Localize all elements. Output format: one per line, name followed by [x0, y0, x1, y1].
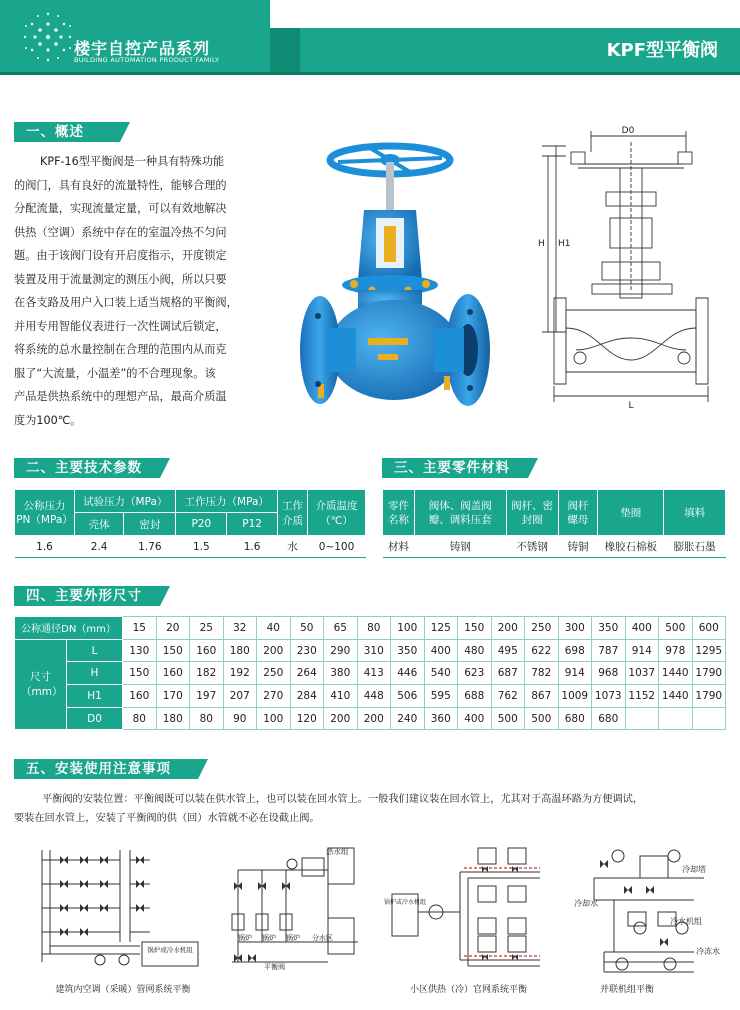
dim-cell: 1790 [692, 685, 726, 708]
cell: 1.5 [176, 536, 227, 558]
install-line: 要装在回水管上，安装了平衡阀的供（回）水管就不必在设截止阀。 [14, 813, 320, 824]
dim-cell: 1037 [625, 662, 659, 685]
cell: 铸铜 [558, 536, 598, 558]
th-stem: 阀杆、密封圈 [506, 490, 558, 536]
dim-h: H [538, 239, 545, 249]
cell: 膨胀石墨 [664, 536, 726, 558]
d4-chiller: 冷水机组 [670, 917, 702, 926]
dim-cell: 130 [123, 639, 157, 662]
dim-d0: D0 [621, 126, 635, 136]
brand-logo-icon [18, 4, 76, 70]
brand-name: 楼宇自控产品系列 [74, 39, 211, 58]
dim-cell: 1440 [659, 662, 693, 685]
dim-cell: 197 [190, 685, 224, 708]
th-pn-line1: 公称压力 [23, 499, 66, 512]
dim-cell [625, 707, 659, 730]
th-nut: 阀杆螺母 [558, 490, 598, 536]
section-title-overview: 一、概述 [14, 122, 120, 142]
th-dn: 公称通径DN（mm） [15, 617, 123, 640]
th-test: 试验压力（MPa） [75, 490, 176, 513]
dim-cell: 914 [558, 662, 592, 685]
dim-cell: 80 [123, 707, 157, 730]
dim-cell: 400 [424, 639, 458, 662]
dn-cell: 300 [558, 617, 592, 640]
dim-cell: 192 [223, 662, 257, 685]
th-part: 零件名称 [383, 490, 415, 536]
dim-cell: 623 [458, 662, 492, 685]
dim-cell: 1009 [558, 685, 592, 708]
dim-cell: 350 [391, 639, 425, 662]
dim-cell: 230 [290, 639, 324, 662]
th-row-label: H [67, 662, 123, 685]
header-rule [0, 72, 740, 75]
th-pn [15, 490, 75, 536]
dim-cell: 1073 [592, 685, 626, 708]
dim-cell: 540 [424, 662, 458, 685]
cell: 水 [278, 536, 308, 558]
dim-cell: 787 [592, 639, 626, 662]
dim-cell: 446 [391, 662, 425, 685]
dim-cell: 400 [458, 707, 492, 730]
overview-line: 将系统的总水量控制在合理的范围内从而克 [14, 343, 227, 356]
section-title-dimensions: 四、主要外形尺寸 [14, 586, 160, 606]
dn-cell: 350 [592, 617, 626, 640]
overview-line: 分配流量，实现流量定量，可以有效地解决 [14, 202, 227, 215]
dim-cell: 160 [156, 662, 190, 685]
dim-cell: 595 [424, 685, 458, 708]
dn-cell: 200 [491, 617, 525, 640]
dim-cell: 622 [525, 639, 559, 662]
overview-line: 装置及用于流量测定的测压小阀，所以只要 [14, 272, 227, 286]
dim-cell: 90 [223, 707, 257, 730]
th-size: 尺寸（mm） [15, 639, 67, 730]
caption-diagram-3: 小区供热（冷）官网系统平衡 [410, 985, 528, 995]
install-notice [14, 790, 734, 828]
dim-cell: 170 [156, 685, 190, 708]
overview-line: 题。由于该阀门设有开启度指示，开度锁定 [14, 249, 227, 262]
cell: 1.6 [227, 536, 278, 558]
dim-cell: 150 [156, 639, 190, 662]
d2-top-label: 热水组 [326, 847, 349, 856]
dim-cell: 1440 [659, 685, 693, 708]
dn-cell: 250 [525, 617, 559, 640]
dimensions-table [14, 616, 726, 730]
d2-boiler-3: 锅炉 [286, 934, 300, 942]
th-seal: 密封 [124, 513, 176, 536]
dn-cell: 500 [659, 617, 693, 640]
th-medium: 工作介质 [278, 490, 308, 536]
dim-cell: 506 [391, 685, 425, 708]
dim-cell: 762 [491, 685, 525, 708]
cell: 铸钢 [414, 536, 506, 558]
dim-cell: 360 [424, 707, 458, 730]
dim-cell: 200 [357, 707, 391, 730]
cell: 1.76 [124, 536, 176, 558]
dim-cell: 687 [491, 662, 525, 685]
dn-cell: 150 [458, 617, 492, 640]
d2-boiler-1: 锅炉 [238, 934, 252, 942]
overview-line: 度为100℃。 [14, 413, 82, 427]
overview-line: 供热（空调）系统中存在的室温冷热不匀问 [14, 225, 227, 239]
dim-cell: 180 [223, 639, 257, 662]
th-work: 工作压力（MPa） [176, 490, 278, 513]
dim-cell: 1152 [625, 685, 659, 708]
dim-cell: 680 [558, 707, 592, 730]
header-divider [270, 28, 300, 72]
dim-cell: 410 [324, 685, 358, 708]
th-row-label: D0 [67, 707, 123, 730]
overview-line: KPF-16型平衡阀是一种具有特殊功能 [40, 155, 225, 168]
dim-cell: 200 [257, 639, 291, 662]
dim-cell [692, 707, 726, 730]
section-title-install: 五、安装使用注意事项 [14, 759, 198, 779]
th-p20: P20 [176, 513, 227, 536]
th-packing: 填料 [664, 490, 726, 536]
dim-cell: 688 [458, 685, 492, 708]
dn-cell: 20 [156, 617, 190, 640]
dn-cell: 40 [257, 617, 291, 640]
th-shell: 壳体 [75, 513, 124, 536]
dim-cell: 495 [491, 639, 525, 662]
dim-cell [659, 707, 693, 730]
caption-diagram-4: 并联机组平衡 [600, 985, 655, 995]
th-row-label: L [67, 639, 123, 662]
overview-line: 产品是供热系统中的理想产品，最高介质温 [14, 390, 227, 403]
cell: 橡胶石棉板 [598, 536, 664, 558]
dim-cell: 380 [324, 662, 358, 685]
dn-cell: 600 [692, 617, 726, 640]
dim-cell: 914 [625, 639, 659, 662]
th-temp: 介质温度（℃） [308, 490, 366, 536]
materials-table [382, 489, 726, 558]
dim-cell: 480 [458, 639, 492, 662]
dim-cell: 264 [290, 662, 324, 685]
overview-line: 服了“大流量，小温差”的不合理现象。该 [14, 366, 216, 380]
cell: 材料 [383, 536, 415, 558]
tech-params-table [14, 489, 366, 558]
cell: 2.4 [75, 536, 124, 558]
dn-cell: 32 [223, 617, 257, 640]
cell: 不锈钢 [506, 536, 558, 558]
th-p12: P12 [227, 513, 278, 536]
dim-cell: 680 [592, 707, 626, 730]
d3-box-label: 锅炉或冷水机组 [383, 899, 427, 906]
overview-text [14, 150, 276, 432]
dn-cell: 50 [290, 617, 324, 640]
dim-cell: 500 [525, 707, 559, 730]
th-row-label: H1 [67, 685, 123, 708]
section-title-tech-params: 二、主要技术参数 [14, 458, 160, 478]
dim-cell: 207 [223, 685, 257, 708]
dim-cell: 180 [156, 707, 190, 730]
dim-cell: 782 [525, 662, 559, 685]
dim-cell: 413 [357, 662, 391, 685]
diagram-parallel-units [574, 842, 734, 977]
section-title-materials: 三、主要零件材料 [382, 458, 528, 478]
overview-line: 并用专用智能仪表进行一次性调试后锁定， [14, 319, 227, 333]
dim-l: L [628, 401, 634, 411]
dn-cell: 125 [424, 617, 458, 640]
th-body: 阀体、阀盖阀瓣、调料压套 [414, 490, 506, 536]
brand-name-en: BUILDING AUTOMATION PRODUCT FAMILY [74, 56, 220, 64]
cell: 0~100 [308, 536, 366, 558]
th-gasket: 垫圈 [598, 490, 664, 536]
d2-boiler-2: 锅炉 [262, 934, 276, 942]
dim-cell: 200 [324, 707, 358, 730]
dim-cell: 1295 [692, 639, 726, 662]
dim-h1: H1 [558, 239, 571, 249]
diagram-building-network [30, 842, 210, 982]
dn-cell: 80 [357, 617, 391, 640]
dim-cell: 867 [525, 685, 559, 708]
dim-cell: 284 [290, 685, 324, 708]
dim-cell: 240 [391, 707, 425, 730]
dim-cell: 1790 [692, 662, 726, 685]
caption-diagram-1: 建筑内空调（采暖）管网系统平衡 [55, 985, 191, 995]
dn-cell: 25 [190, 617, 224, 640]
dimension-drawing [536, 122, 736, 412]
dn-cell: 100 [391, 617, 425, 640]
dim-cell: 120 [290, 707, 324, 730]
diagram-district-network [383, 842, 560, 982]
d1-box-label: 锅炉或冷水机组 [147, 946, 193, 954]
cell: 1.6 [15, 536, 75, 558]
dim-cell: 310 [357, 639, 391, 662]
dim-cell: 448 [357, 685, 391, 708]
d2-zone: 分水区 [312, 934, 333, 942]
diagram-heating-zones [228, 842, 378, 977]
dim-cell: 290 [324, 639, 358, 662]
dn-cell: 15 [123, 617, 157, 640]
dim-cell: 80 [190, 707, 224, 730]
overview-line: 在各支路及用户入口装上适当规格的平衡阀， [14, 296, 238, 309]
d4-frozen: 冷冻水 [696, 947, 720, 956]
dim-cell: 182 [190, 662, 224, 685]
install-line: 平衡阀的安装位置：平衡阀既可以装在供水管上，也可以装在回水管上。一般我们建议装在回水管上，尤其对于高温环路为方便调试， [42, 794, 644, 805]
dim-cell: 250 [257, 662, 291, 685]
overview-line: 的阀门，具有良好的流量特性，能够合理的 [14, 178, 227, 192]
th-pn-line2: PN（MPa） [16, 513, 73, 526]
dim-cell: 150 [123, 662, 157, 685]
dim-cell: 270 [257, 685, 291, 708]
dim-cell: 698 [558, 639, 592, 662]
d4-cooling: 冷却水 [574, 899, 598, 908]
dim-cell: 500 [491, 707, 525, 730]
dim-cell: 968 [592, 662, 626, 685]
product-title: KPF型平衡阀 [606, 40, 718, 61]
dim-cell: 100 [257, 707, 291, 730]
valve-photo [298, 140, 494, 415]
dim-cell: 160 [123, 685, 157, 708]
d2-valve-label: 平衡阀 [264, 963, 285, 971]
dim-cell: 160 [190, 639, 224, 662]
dn-cell: 65 [324, 617, 358, 640]
d4-tower: 冷却塔 [682, 865, 706, 874]
dn-cell: 400 [625, 617, 659, 640]
dim-cell: 978 [659, 639, 693, 662]
